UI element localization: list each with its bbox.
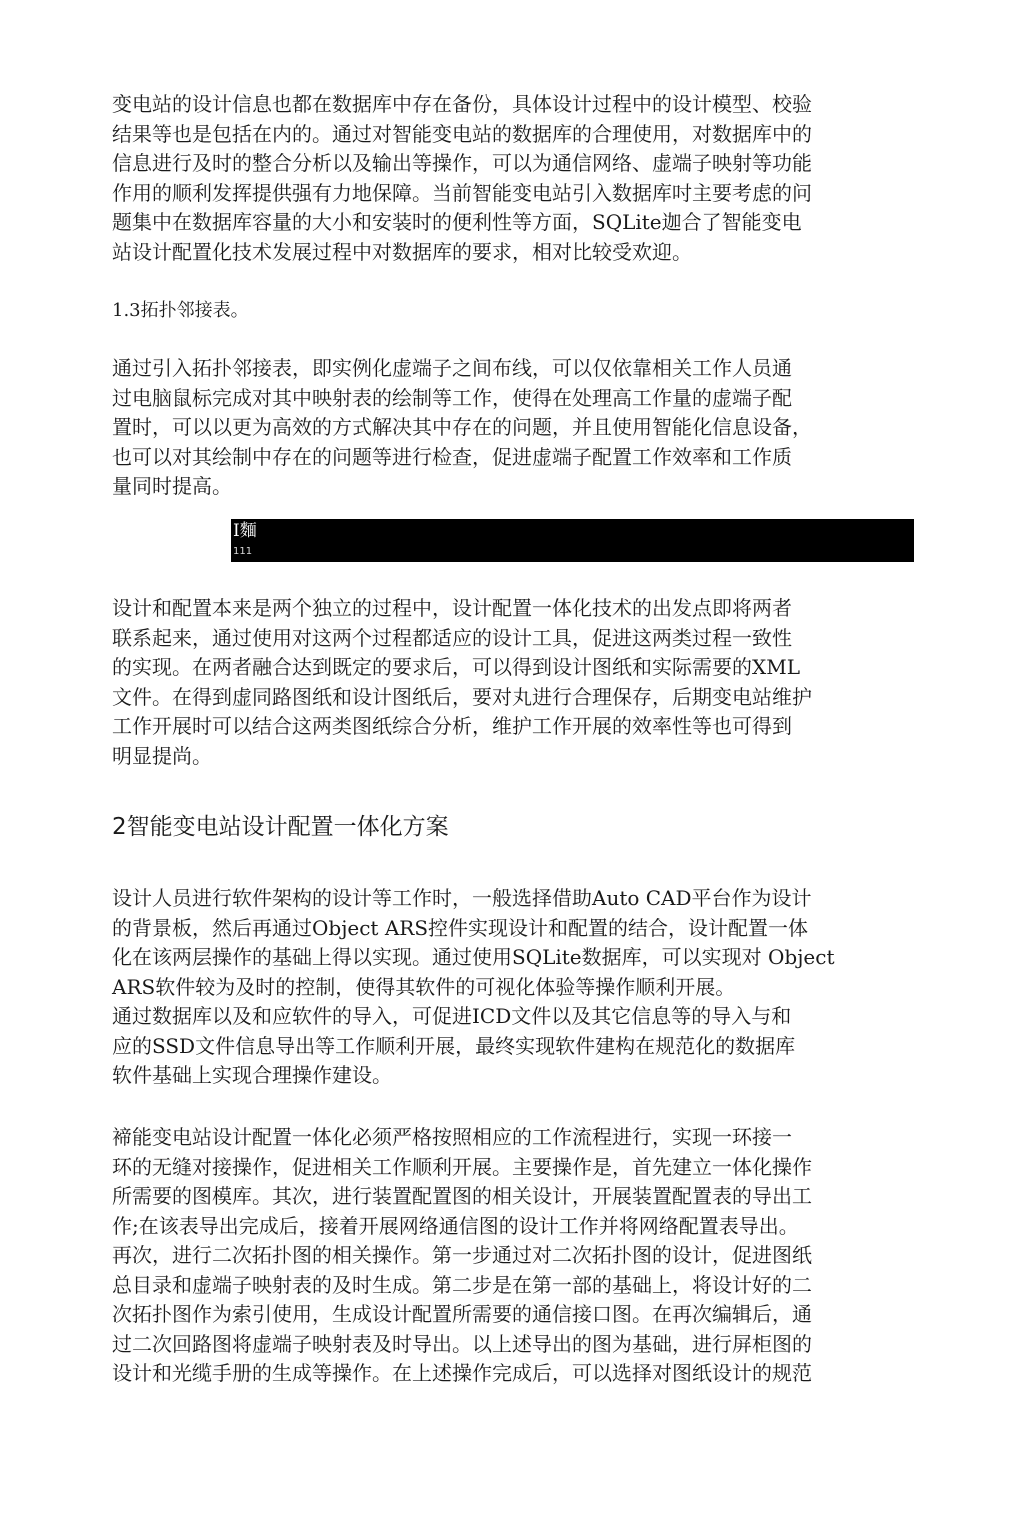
figure-label: I麵 — [233, 521, 257, 541]
text-line: 信息进行及时的整合分析以及输出等操作，可以为通信网络、虚端子映射等功能 — [112, 151, 812, 175]
text-line: 设计和配置本来是两个独立的过程中，设计配置一体化技术的出发点即将两者 — [112, 596, 792, 620]
paragraph-software-architecture — [112, 884, 902, 1091]
text-line: 文件。在得到虚同路图纸和设计图纸后，要对丸进行合理保存，后期变电站维护 — [112, 684, 812, 709]
text-line: 软件基础上实现合理操作建设。 — [112, 1063, 392, 1087]
text-line: 站设计配置化技术发展过程中对数据库的要求，相对比较受欢迎。 — [112, 239, 692, 264]
text-line: 结果等也是包括在内的。通过对智能变电站的数据库的合理使用，对数据库中的 — [112, 121, 812, 146]
text-line: 的实现。在两者融合达到既定的要求后，可以得到设计图纸和实际需要的XML — [112, 655, 800, 679]
text-line: 作用的顺利发挥提供强有力地保障。当前智能变电站引入数据库吋主要考虑的问 — [112, 180, 812, 205]
text-line: 通过数据库以及和应软件的导入，可促进ICD文件以及其它信息等的导入与和 — [112, 1004, 792, 1028]
text-line: 应的SSD文件信息导出等工作顺利开展，最终实现软件建构在规范化的数据库 — [112, 1033, 796, 1058]
figure-sublabel: 111 — [233, 546, 253, 557]
section-subheading: 1.3拓扑邻接表。 — [112, 300, 249, 321]
text-line: 褅能变电站设计配置一体化必须严格按照相应的工作流程进行，实现一环接一 — [112, 1125, 792, 1149]
text-line: 次拓扑图作为索引使用，生成设计配置所需要的通信接口图。在再次编辑后，通 — [112, 1302, 812, 1326]
text-line: 环的无缝对接操作，促进相关工作顺利开展。主要操作是，首先建立一体化操作 — [112, 1154, 812, 1179]
paragraph-workflow — [112, 1123, 902, 1389]
text-line: 作;在该表导出完成后，接着开展网络通信图的设计工作并将网络配置表导出。 — [112, 1213, 799, 1238]
figure-image — [231, 519, 914, 562]
text-line: 过二次回路图将虚端子映射表及时导出。以上述导出的图为基础，进行屏柜图的 — [112, 1331, 812, 1356]
paragraph-topology — [112, 354, 902, 502]
text-line: 总目录和虚端子映射表的及时生成。第二步是在第一部的基础上，将设计好的二 — [112, 1272, 812, 1297]
text-line: ARS软件较为及时的控制，使得其软件的可视化体验等操作顺利开展。 — [112, 974, 736, 999]
paragraph-design-config — [112, 594, 902, 771]
text-line: 工作开展时可以结合这两类图纸综合分析，维护工作开展的效率性等也可得到 — [112, 714, 792, 738]
paragraph-database — [112, 90, 902, 267]
text-line: 联系起来，通过使用对这两个过程都适应的设计工具，促进这两类过程一致性 — [112, 625, 792, 650]
text-line: 置时，可以以更为高效的方式解决其中存在的问题，并且使用智能化信息设备， — [112, 415, 812, 439]
text-line: 明显提尚。 — [112, 743, 212, 768]
text-line: 变电站的设计信息也都在数据库中存在备份，具体设计过程中的设计模型、校验 — [112, 92, 812, 116]
section-heading: 2智能变电站设计配置一体化方案 — [112, 814, 449, 840]
text-line: 设计和光缆手册的生成等操作。在上述操作完成后，可以选择对图纸设计的规范 — [112, 1361, 812, 1385]
text-line: 题集中在数据库容量的大小和安装时的便利性等方面，SQLite迦合了智能变电 — [112, 210, 802, 234]
text-line: 化在该两层操作的基础上得以实现。通过使用SQLite数据库，可以实现对 Object — [112, 945, 835, 969]
text-line: 设计人员进行软件架构的设计等工作时，一般选择借助Auto CAD平台作为设计 — [112, 886, 812, 910]
text-line: 过电脑鼠标完成对其中映射表的绘制等工作，使得在处理高工作量的虚端子配 — [112, 385, 792, 410]
text-line: 所需要的图模库。其次，进行装置配置图的相关设计，开展装置配置表的导出工 — [112, 1184, 812, 1208]
text-line: 量同时提高。 — [112, 474, 232, 498]
text-line: 的背景板，然后再通过Object ARS控件实现设计和配置的结合，设计配置一体 — [112, 915, 809, 940]
text-line: 再次，进行二次拓扑图的相关操作。第一步通过对二次拓扑图的设计，促进图纸 — [112, 1243, 812, 1267]
text-line: 通过引入拓扑邻接表，即实例化虚端子之间布线，可以仅依靠相关工作人员通 — [112, 356, 792, 380]
text-line: 也可以对其绘制中存在的问题等进行检查，促进虚端子配置工作效率和工作质 — [112, 444, 792, 469]
